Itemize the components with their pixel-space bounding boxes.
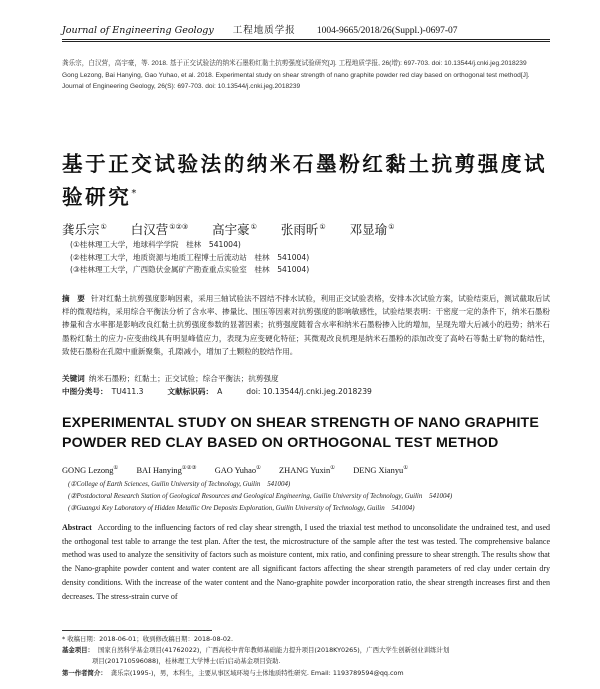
title-cn-text: 基于正交试验法的纳米石墨粉红黏土抗剪强度试验研究 (62, 152, 548, 209)
abstract-cn-text: 针对红黏土抗剪强度影响因素，采用三轴试验法不固结不排水试验，利用正交试验表格，安排本次试验方案，试验结束后，测试截取后试样的微观结构，采用综合平衡法分析了含水率、掺量比、围压等因素对抗剪强度的影响敏感性，试验结果表明：干密度一定的条件下，纳米石墨粉掺量和含水率都是影响改良红黏土抗剪强度参数的显著因素；抗剪强度随着含水率和纳米石墨粉掺入比的增加，呈现先增大后减小的趋势；纳米石墨粉红黏土的应力-应变曲线具有明显峰值应力，表现为应变硬化特征；其微观改良机理是纳米石墨粉的添加改变了高岭石等黏土矿物的黏结性，致使石墨粉在孔隙中重新聚集，孔隙减小，增加了土颗粒的胶结作用。 (62, 294, 551, 356)
citation-cn: 龚乐宗，白汉营，高宇豪，等. 2018. 基于正交试验法的纳米石墨粉红黏土抗剪强度试验研究[J]. 工程地质学报, 26(增): 697-703. doi: 10.13544/j.cnki.jeg.2018239 (62, 60, 527, 67)
title-cn-mark: * (131, 188, 137, 199)
abstract-en-label: Abstract (62, 523, 92, 532)
footnote-fund: 国家自然科学基金项目(41762022)，广西高校中青年教师基础能力提升项目(2018KY0265)，广西大学生创新创业训练计划 (97, 646, 450, 655)
clc-code: TU411.3 (111, 386, 144, 396)
abstract-en (62, 521, 550, 603)
author-cn: 白汉营①②③ (130, 222, 189, 237)
author-cn: 龚乐宗① (62, 222, 107, 237)
affiliation-en: (①College of Earth Sciences, Guilin University of Technology, Guilin 541004) (68, 481, 291, 488)
affiliations-en (68, 479, 550, 516)
keywords-cn-text: 纳米石墨粉；红黏土；正交试验；综合平衡法；抗剪强度 (88, 374, 279, 383)
footnote-author: 龚乐宗(1995-)，男，本科生，主要从事区域环境与土体地质特性研究. Email: 1193789594@qq.com (110, 668, 404, 677)
author-en: GAO Yuhao① (214, 465, 261, 475)
footnote-received: * 收稿日期：2018-06-01；收到修改稿日期：2018-08-02. (62, 635, 234, 643)
author-en: DENG Xianyu① (353, 465, 409, 475)
author-cn: 高宇豪① (212, 222, 257, 237)
affiliation-en: (③Guangxi Key Laboratory of Hidden Metallic Ore Deposits Exploration, Guilin University of Technology, Guilin 541004) (68, 505, 415, 513)
author-en: ZHANG Yuxin① (279, 465, 336, 475)
abstract-en-text: According to the influencing factors of red clay shear strength, I used the triaxial test method to unconsolidate the undrained test, and used the orthogonal test table to arrange the test plan. After the test, the microstructure of the sample after the test was tested. The comprehensive balance method was used to analyze the sensitivity of factors such as moisture content, mix ratio, and confining pressure to shear strength. The results show that the Nano-graphite powder content and water content are all significant factors affecting the shear strength parameters of red clay under certain dry density conditions. With the increase of the water content and the Nano-graphite powder incorporation ratio, the shear strength increases first and then decreases. The stress-strain curve of (62, 523, 550, 601)
authors-en (62, 465, 550, 475)
footnote-fund-label: 基金项目： (62, 646, 94, 655)
affiliation-cn: (②桂林理工大学，地质资源与地质工程博士后流动站 桂林 541004) (70, 252, 310, 262)
running-header (62, 22, 550, 36)
doi: doi: 10.13544/j.cnki.jeg.2018239 (246, 386, 372, 396)
header-rule-bottom (62, 41, 550, 42)
authors-cn (62, 220, 550, 238)
header-rule-top (62, 39, 550, 40)
journal-name: Journal of Engineering Geology (62, 25, 214, 36)
author-en: GONG Lezong① (62, 465, 119, 475)
keywords-cn-label: 关键词 (62, 374, 85, 383)
citation-en: Gong Lezong, Bai Hanying, Gao Yuhao, et al. 2018. Experimental study on shear strength of nano graphite powder red clay based on orthogonal test method[J]. Journal of Engineering Geology, 26(S): 697-703. doi: 10.13544/j.cnki.jeg.2018239 (62, 71, 530, 90)
footnotes (62, 634, 550, 679)
keywords-cn (62, 373, 550, 398)
issn-code: 1004-9665/2018/26(Suppl.)-0697-07 (316, 26, 458, 36)
author-cn: 张雨昕① (280, 222, 326, 237)
affiliation-cn: (③桂林理工大学，广西隐伏金属矿产勘查重点实验室 桂林 541004) (70, 265, 310, 274)
affiliation-cn: (①桂林理工大学，地球科学学院 桂林 541004) (70, 240, 241, 249)
title-en: EXPERIMENTAL STUDY ON SHEAR STRENGTH OF NANO GRAPHITE POWDER RED CLAY BASED ON ORTHOGONAL TEST METHOD (62, 415, 539, 451)
footnote-fund-cont: 项目(201710596088)，桂林理工大学博士(后)启动基金项目资助. (92, 657, 281, 666)
citation-block (62, 58, 550, 93)
footnote-author-label: 第一作者简介： (62, 668, 107, 677)
author-cn: 邓显瑜① (349, 222, 395, 237)
author-en: BAI Hanying①②③ (136, 465, 197, 475)
affiliation-en: (②Postdoctoral Research Station of Geological Resources and Geological Engineering, Guilin University of Technology, Guilin 541004) (68, 493, 453, 501)
title-cn (62, 150, 562, 212)
abstract-cn (62, 292, 550, 358)
abstract-cn-label: 摘 要 (62, 294, 85, 303)
doc-code: A (217, 386, 223, 396)
footnote-rule (62, 630, 212, 631)
clc-label: 中图分类号： (62, 386, 108, 396)
doc-code-label: 文献标识码： (167, 386, 214, 396)
affiliations-cn (70, 239, 550, 277)
journal-name-cn: 工程地质学报 (232, 25, 296, 36)
